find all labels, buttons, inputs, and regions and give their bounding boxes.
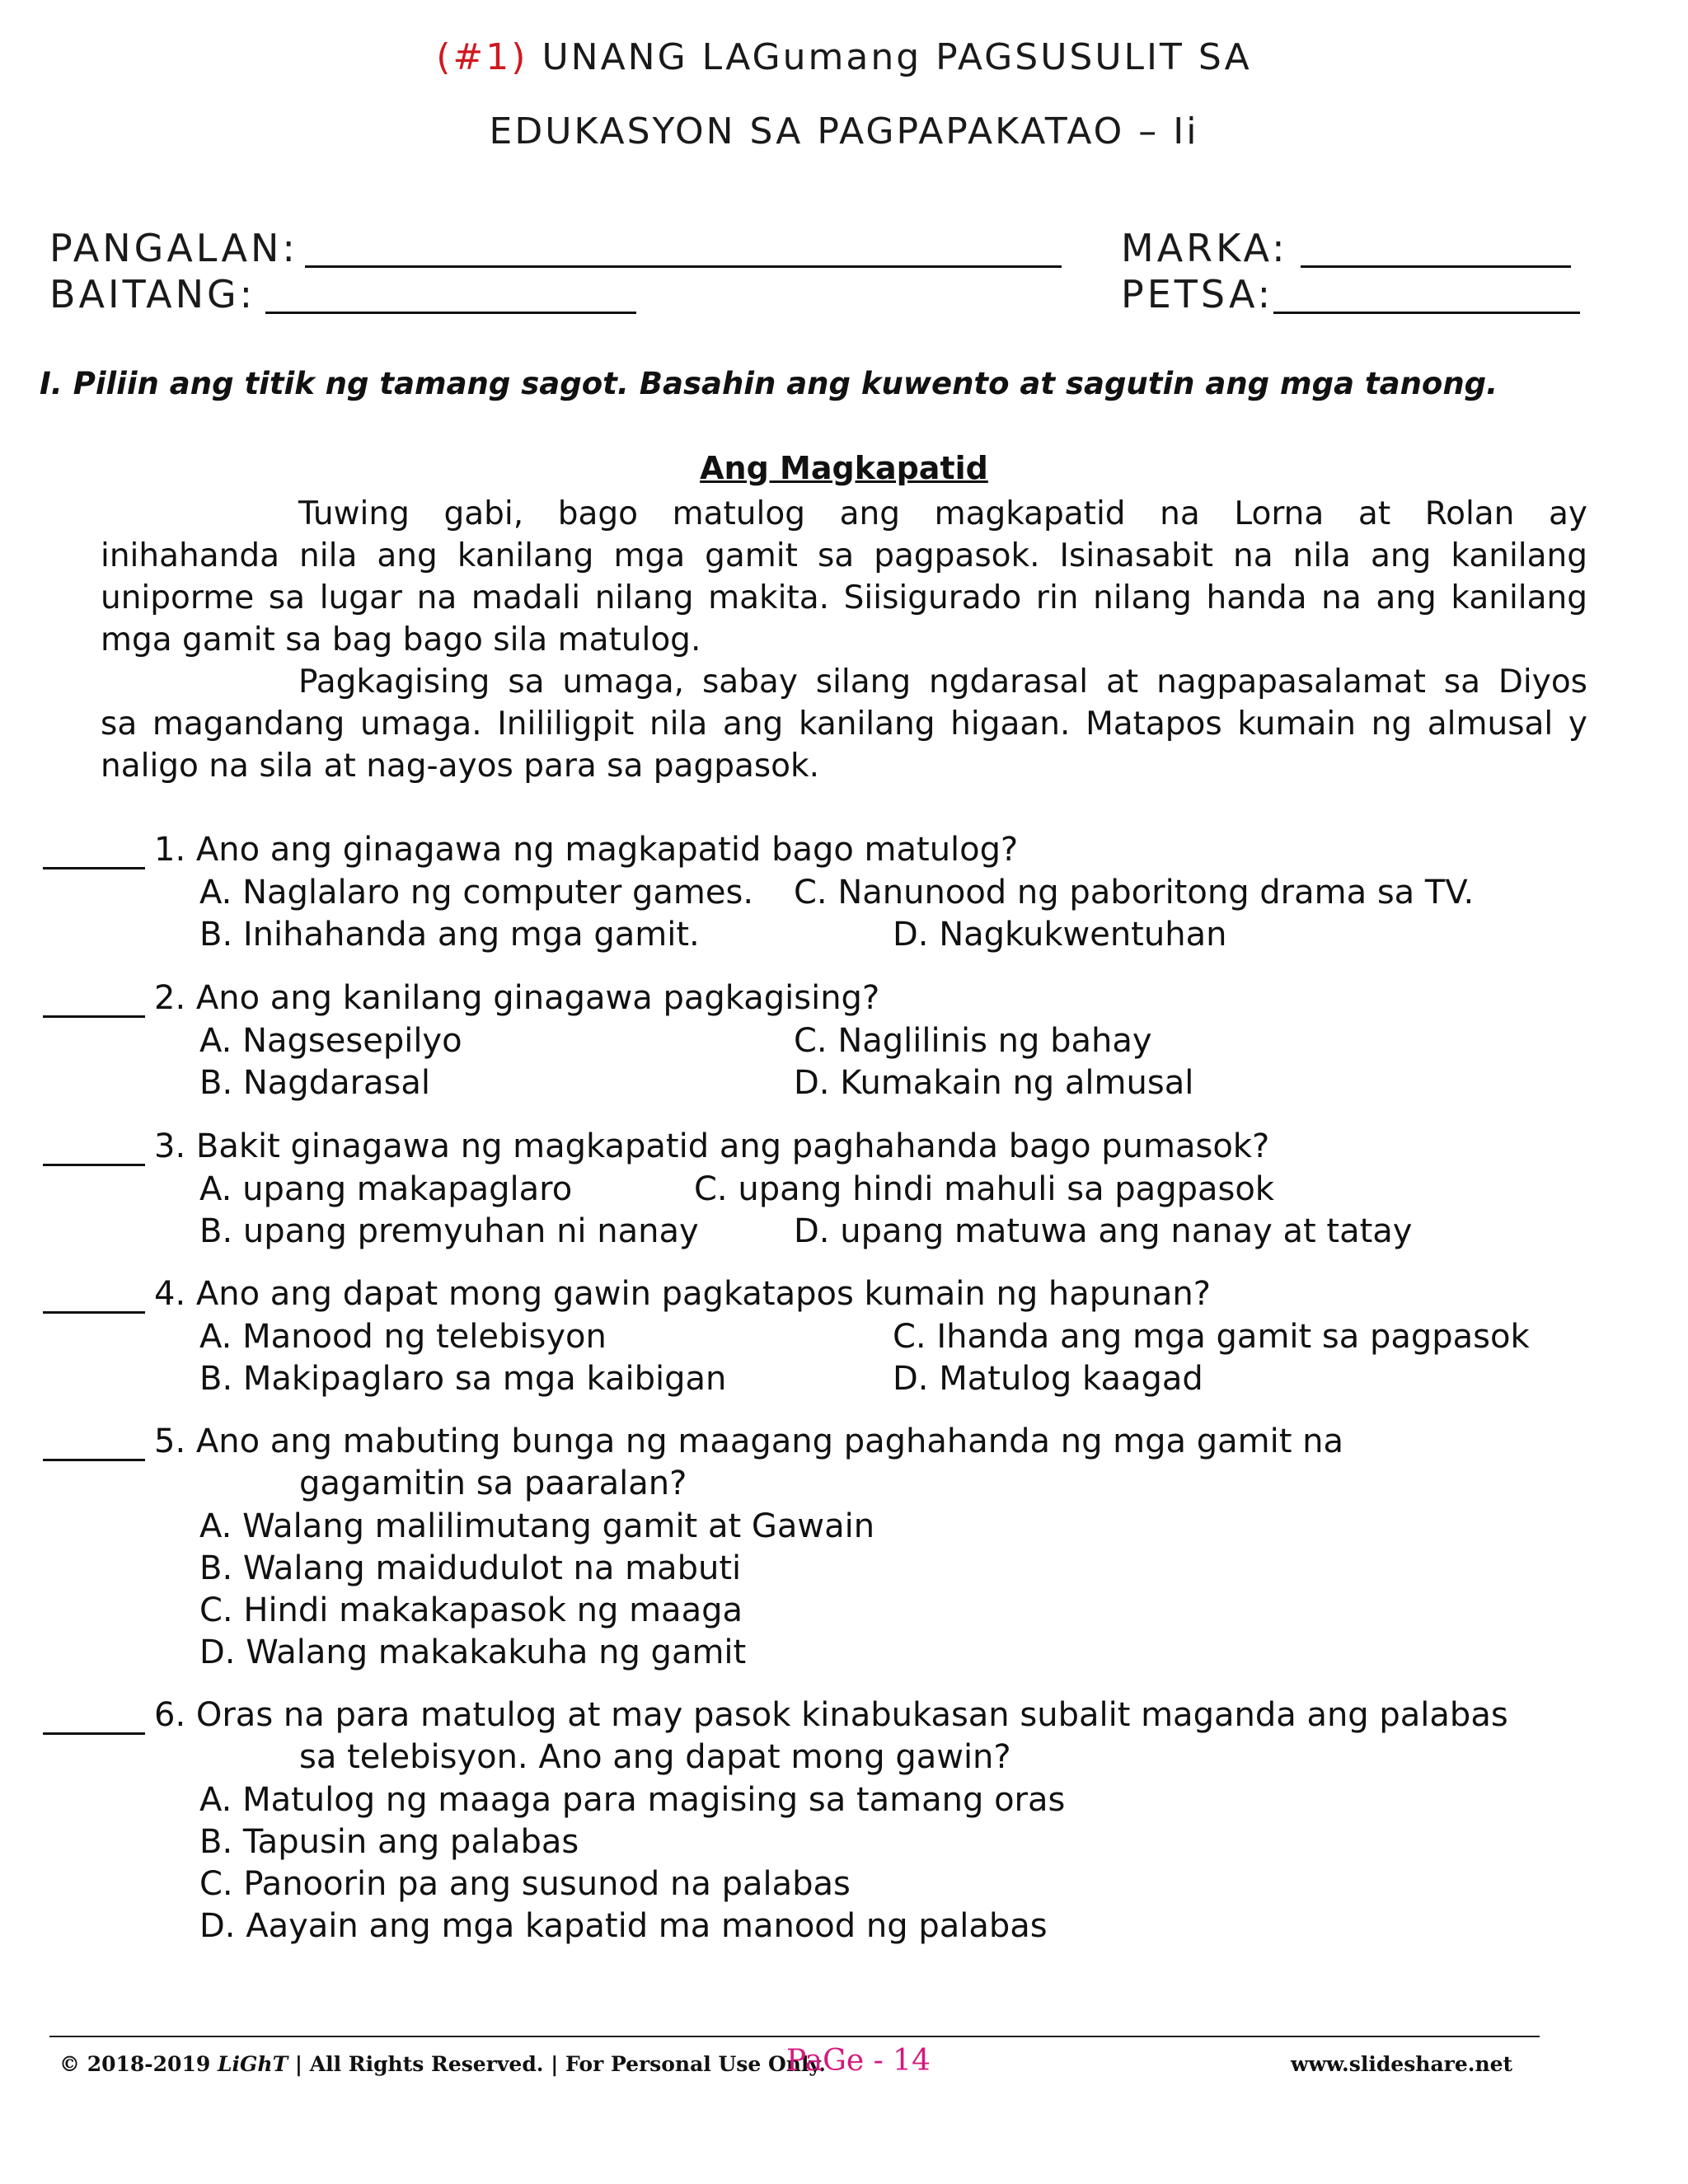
question-5: 5. Ano ang mabuting bunga ng maagang paghahanda ng mga gamit na	[154, 1422, 1344, 1460]
story-title: Ang Magkapatid	[700, 450, 988, 486]
page-number: PaGe - 14	[786, 2044, 931, 2078]
option-4c: C. Ihanda ang mga gamit sa pagpasok	[893, 1318, 1530, 1356]
option-3d: D. upang matuwa ang nanay at tatay	[794, 1212, 1413, 1250]
answer-blank-6[interactable]	[43, 1732, 145, 1735]
story-line: mga gamit sa bag bago sila matulog.	[101, 621, 701, 658]
marka-blank[interactable]	[1301, 265, 1571, 268]
footer-rights: | All Rights Reserved. | For Personal Use Only.	[294, 2052, 826, 2076]
story-line: naligo na sila at nag-ayos para sa pagpasok.	[101, 748, 820, 785]
option-5c: C. Hindi makakapasok ng maaga	[199, 1591, 743, 1629]
baitang-label: BAITANG:	[49, 272, 256, 316]
petsa-blank[interactable]	[1273, 312, 1580, 314]
pangalan-label: PANGALAN:	[49, 226, 298, 270]
option-1d: D. Nagkukwentuhan	[893, 916, 1227, 954]
story-line: Tuwing gabi, bago matulog ang magkapatid na Lorna at Rolan ay	[298, 495, 1587, 532]
option-5b: B. Walang maidudulot na mabuti	[199, 1549, 742, 1587]
option-2d: D. Kumakain ng almusal	[794, 1064, 1194, 1102]
story-line: uniporme sa lugar na madali nilang makita. Siisigurado rin nilang handa na ang kanilang	[101, 579, 1587, 616]
answer-blank-5[interactable]	[43, 1459, 145, 1461]
option-5a: A. Walang malilimutang gamit at Gawain	[199, 1507, 875, 1545]
title-number: (#1)	[436, 36, 528, 78]
option-6c: C. Panoorin pa ang susunod na palabas	[199, 1865, 851, 1903]
option-3a: A. upang makapaglaro	[199, 1170, 573, 1208]
answer-blank-4[interactable]	[43, 1311, 145, 1314]
petsa-label: PETSA:	[1121, 272, 1274, 316]
question-3: 3. Bakit ginagawa ng magkapatid ang paghahanda bago pumasok?	[154, 1127, 1270, 1165]
title-text-1: UNANG LAGumang PAGSUSULIT SA	[542, 36, 1252, 78]
answer-blank-2[interactable]	[43, 1015, 145, 1018]
footer-brand: LiGhT	[217, 2052, 288, 2076]
question-1: 1. Ano ang ginagawa ng magkapatid bago matulog?	[154, 831, 1019, 869]
option-1b: B. Inihahanda ang mga gamit.	[199, 916, 700, 954]
title-line-2: EDUKASYON SA PAGPAPAKATAO – Ii	[489, 110, 1199, 152]
option-6b: B. Tapusin ang palabas	[199, 1823, 579, 1861]
footer-site-link[interactable]: www.slideshare.net	[1291, 2052, 1513, 2076]
baitang-blank[interactable]	[265, 312, 636, 314]
option-4d: D. Matulog kaagad	[893, 1360, 1203, 1398]
question-4: 4. Ano ang dapat mong gawin pagkatapos kumain ng hapunan?	[154, 1275, 1211, 1313]
footer-copyright-text: © 2018-2019	[59, 2052, 211, 2076]
footer-copyright	[59, 2052, 826, 2076]
story-line: Pagkagising sa umaga, sabay silang ngdarasal at nagpapasalamat sa Diyos	[298, 663, 1587, 701]
answer-blank-1[interactable]	[43, 867, 145, 869]
option-4a: A. Manood ng telebisyon	[199, 1318, 607, 1356]
option-6a: A. Matulog ng maaga para magising sa tamang oras	[199, 1781, 1066, 1819]
story-line: inihahanda nila ang kanilang mga gamit sa pagpasok. Isinasabit na nila ang kanilang	[101, 537, 1587, 574]
option-6d: D. Aayain ang mga kapatid ma manood ng palabas	[199, 1907, 1048, 1945]
option-2b: B. Nagdarasal	[199, 1064, 431, 1102]
marka-label: MARKA:	[1121, 226, 1288, 270]
option-2c: C. Naglilinis ng bahay	[794, 1022, 1152, 1060]
question-6-continuation: sa telebisyon. Ano ang dapat mong gawin?	[299, 1738, 1011, 1776]
option-4b: B. Makipaglaro sa mga kaibigan	[199, 1360, 727, 1398]
question-2: 2. Ano ang kanilang ginagawa pagkagising?	[154, 979, 880, 1017]
title-line-1	[0, 36, 1688, 78]
option-5d: D. Walang makakakuha ng gamit	[199, 1633, 747, 1671]
option-3b: B. upang premyuhan ni nanay	[199, 1212, 699, 1250]
option-1c: C. Nanunood ng paboritong drama sa TV.	[794, 874, 1475, 912]
option-1a: A. Naglalaro ng computer games.	[199, 874, 754, 912]
story-line: sa magandang umaga. Inililigpit nila ang kanilang higaan. Matapos kumain ng almusal y	[101, 705, 1587, 743]
answer-blank-3[interactable]	[43, 1164, 145, 1166]
pangalan-blank[interactable]	[305, 265, 1062, 268]
question-6: 6. Oras na para matulog at may pasok kinabukasan subalit maganda ang palabas	[154, 1696, 1508, 1734]
option-2a: A. Nagsesepilyo	[199, 1022, 462, 1060]
question-5-continuation: gagamitin sa paaralan?	[299, 1465, 687, 1502]
instruction: I. Piliin ang titik ng tamang sagot. Basahin ang kuwento at sagutin ang mga tanong.	[40, 366, 1498, 401]
footer-divider	[49, 2036, 1540, 2037]
option-3c: C. upang hindi mahuli sa pagpasok	[694, 1170, 1274, 1208]
